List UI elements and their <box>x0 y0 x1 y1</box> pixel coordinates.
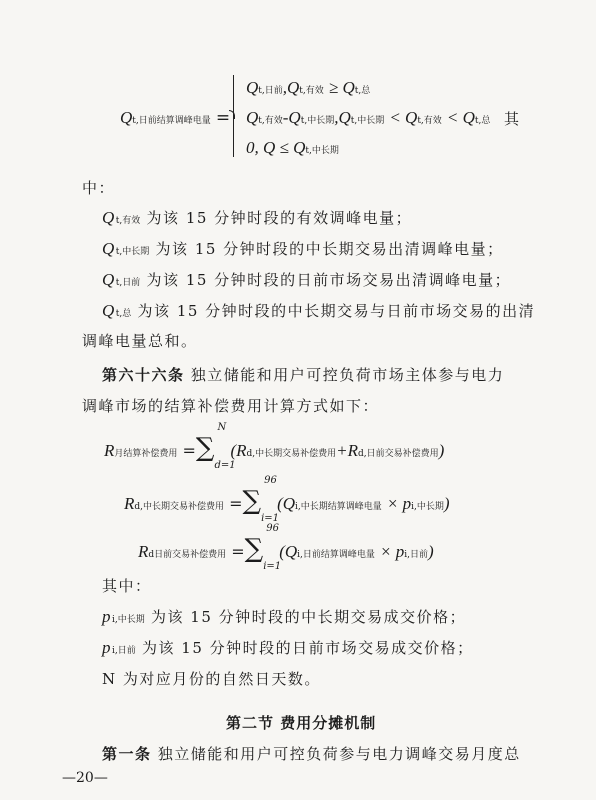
def-q-total: Qt,总 为该 15 分钟时段的中长期交易与日前市场交易的出清 <box>102 301 536 320</box>
def-q-dayahead: Qt,日前 为该 15 分钟时段的日前市场交易出清调峰电量； <box>102 270 512 289</box>
def-n: N 为对应月份的自然日天数。 <box>102 670 321 688</box>
zhong-label: 中： <box>82 179 116 197</box>
formula1-case3: 0, Q ≤ Qt,中长期 <box>246 138 339 157</box>
section-heading: 第二节 费用分摊机制 <box>226 714 377 732</box>
formula1-case1: Qt,日前,Qt,有效 ≥ Qt,总 <box>246 78 371 97</box>
formula1-tail: 其 <box>504 110 520 128</box>
article-1: 第一条 独立储能和用户可控负荷参与电力调峰交易月度总 <box>102 745 521 763</box>
formula4: Rd日前交易补偿费用 =∑ 96 i=1 (Qi,日前结算调峰电量 × pi,日前) <box>138 523 434 572</box>
def-p-dayahead: pi,日前 为该 15 分钟时段的日前市场交易成交价格； <box>102 638 474 657</box>
article-1-title: 第一条 <box>102 745 152 763</box>
def-q-midlong: Qt,中长期 为该 15 分钟时段的中长期交易出清调峰电量； <box>102 239 504 258</box>
formula2: R月结算补偿费用 =∑ N d=1 (Rd,中长期交易补偿费用+Rd,日前交易补偿费用) <box>104 422 445 471</box>
def-q-total-cont: 调峰电量总和。 <box>82 332 198 350</box>
article-66-title: 第六十六条 <box>102 366 185 384</box>
def-q-effective: Qt,有效 为该 15 分钟时段的有效调峰电量； <box>102 208 413 227</box>
article-66-cont: 调峰市场的结算补偿费用计算方式如下： <box>82 397 380 415</box>
piecewise-brace <box>233 75 240 157</box>
def-p-midlong: pi,中长期 为该 15 分钟时段的中长期交易成交价格； <box>102 607 467 626</box>
formula1-case2: Qt,有效-Qt,中长期,Qt,中长期 < Qt,有效 < Qt,总 <box>246 108 491 127</box>
article-66: 第六十六条 独立储能和用户可控负荷市场主体参与电力 <box>102 366 505 384</box>
formula3: Rd,中长期交易补偿费用 =∑ 96 i=1 (Qi,中长期结算调峰电量 × pi,中长期) <box>124 475 450 524</box>
qizhong-label: 其中： <box>102 577 152 595</box>
formula1-lhs: Qt,日前结算调峰电量 = <box>120 108 231 128</box>
page-number: —20— <box>62 770 108 786</box>
